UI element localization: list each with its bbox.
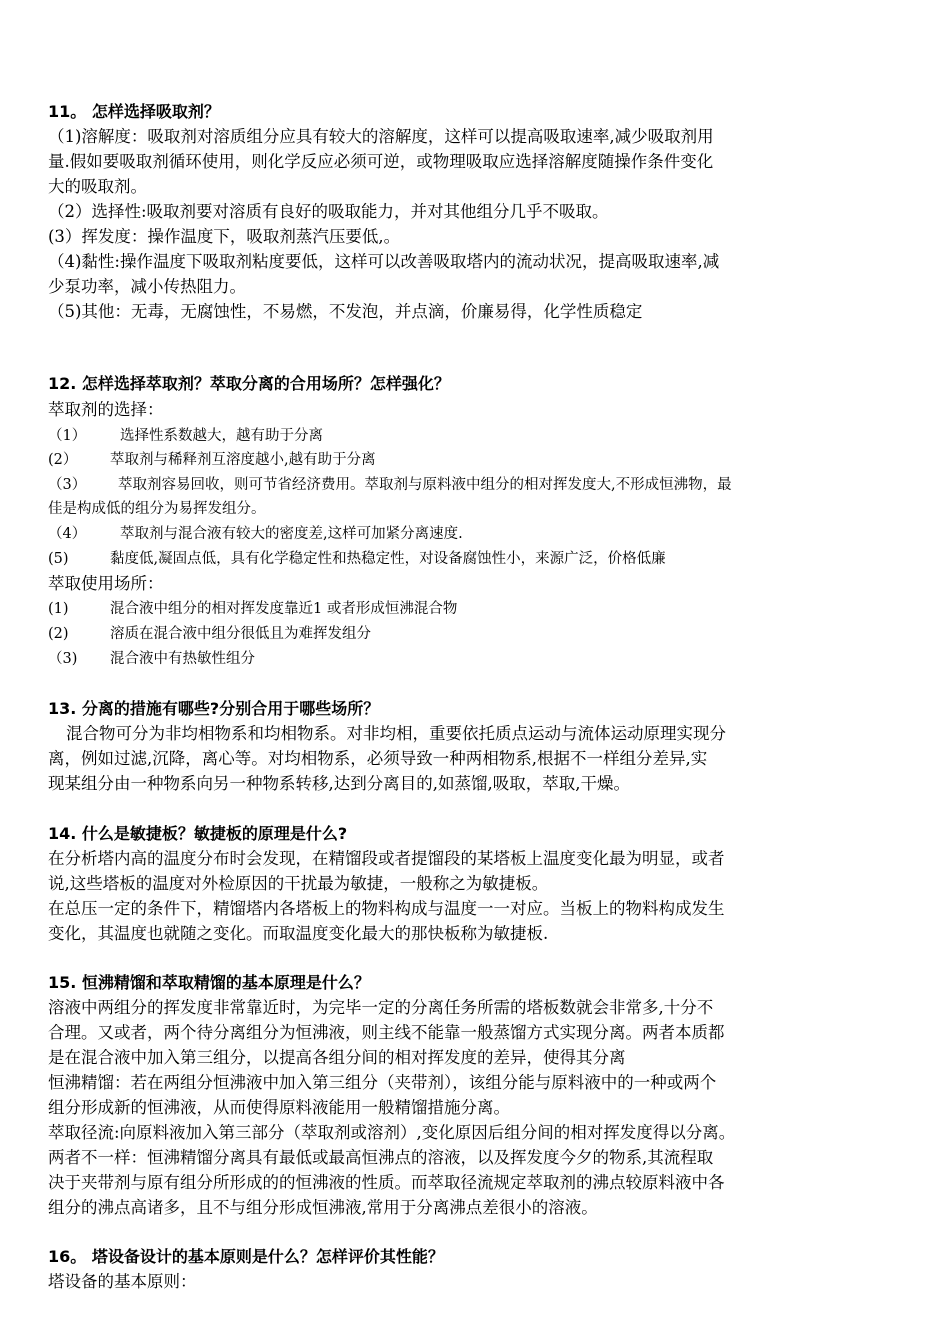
item-text: 萃取剂与混合液有较大的密度差,这样可加紧分离速度. [120,526,463,542]
section-12-heading: 12. 怎样选择萃取剂？萃取分离的合用场所？怎样强化？ [48,374,450,393]
section-12-choice-item [48,424,323,448]
section-11-heading: 11。 怎样选择吸取剂？ [48,102,220,121]
section-12-intro: 萃取使用场所： [48,574,164,593]
section-13-line: 离，例如过滤,沉降，离心等。对均相物系，必须导致一种两相物系,根据不一样组分差异,实 [48,749,708,768]
item-number: (2) [48,626,69,642]
item-number: （3） [48,477,87,493]
item-text: 黏度低,凝固点低，具有化学稳定性和热稳定性，对设备腐蚀性小，来源广泛，价格低廉 [110,551,666,567]
item-number: （4） [48,526,87,542]
section-11-line: （1)溶解度：吸取剂对溶质组分应具有较大的溶解度，这样可以提高吸取速率,减少吸取剂用 [48,127,714,146]
section-15-line: 组分的沸点高诸多，且不与组分形成恒沸液,常用于分离沸点差很小的溶液。 [48,1198,598,1217]
section-13-line: 现某组分由一种物系向另一种物系转移,达到分离目的,如蒸馏,吸取，萃取,干燥。 [48,774,630,793]
section-11-line: （4)黏性:操作温度下吸取剂粘度要低，这样可以改善吸取塔内的流动状况，提高吸取速率,减 [48,252,720,271]
section-11-line: 大的吸取剂。 [48,177,147,196]
section-15-line: 是在混合液中加入第三组分，以提高各组分间的相对挥发度的差异，使得其分离 [48,1048,626,1067]
section-12-use-item [48,647,255,671]
section-13-line: 混合物可分为非均相物系和均相物系。对非均相，重要依托质点运动与流体运动原理实现分 [66,724,726,743]
section-15-line: 溶液中两组分的挥发度非常靠近时，为完毕一定的分离任务所需的塔板数就会非常多,十分不 [48,998,714,1017]
item-text: 混合液中有热敏性组分 [110,651,255,667]
section-12-choice-item [48,522,463,546]
section-14-heading: 14. 什么是敏捷板？敏捷板的原理是什么? [48,824,348,843]
section-11-line: 量.假如要吸取剂循环使用，则化学反应必须可逆，或物理吸取应选择溶解度随操作条件变化 [48,152,714,171]
section-11-line: （2）选择性:吸取剂要对溶质有良好的吸取能力，并对其他组分几乎不吸取。 [48,202,609,221]
item-text: 混合液中组分的相对挥发度靠近1 或者形成恒沸混合物 [110,601,458,617]
item-text: 佳是构成低的组分为易挥发组分。 [48,501,266,517]
section-16-line: 塔设备的基本原则： [48,1272,197,1291]
section-13-heading: 13. 分离的措施有哪些?分别合用于哪些场所？ [48,699,380,718]
section-15-line: 恒沸精馏：若在两组分恒沸液中加入第三组分（夹带剂），该组分能与原料液中的一种或两个 [48,1073,717,1092]
item-number: (1) [48,601,69,617]
item-text: 萃取剂容易回收，则可节省经济费用。萃取剂与原料液中组分的相对挥发度大,不形成恒沸物，最 [118,477,732,493]
section-11-line: 少泵功率，减小传热阻力。 [48,277,246,296]
section-15-line: 决于夹带剂与原有组分所形成的的恒沸液的性质。而萃取径流规定萃取剂的沸点较原料液中各 [48,1173,725,1192]
section-15-line: 合理。又或者，两个待分离组分为恒沸液，则主线不能靠一般蒸馏方式实现分离。两者本质都 [48,1023,725,1042]
section-12-choice-item [48,448,376,472]
section-14-line: 变化，其温度也就随之变化。而取温度变化最大的那快板称为敏捷板. [48,924,549,943]
item-number: （1） [48,428,87,444]
section-14-line: 说,这些塔板的温度对外检原因的干扰最为敏捷，一般称之为敏捷板。 [48,874,549,893]
item-text: 选择性系数越大，越有助于分离 [120,428,323,444]
section-12-choice-item [48,473,732,497]
section-12-choice-item [48,547,666,571]
item-number: （3) [48,651,78,667]
section-15-heading: 15. 恒沸精馏和萃取精馏的基本原理是什么？ [48,973,370,992]
section-12-intro: 萃取剂的选择： [48,400,164,419]
section-14-line: 在分析塔内高的温度分布时会发现，在精馏段或者提馏段的某塔板上温度变化最为明显，或者 [48,849,725,868]
section-12-use-item [48,597,457,621]
item-number: (2） [48,452,78,468]
section-14-line: 在总压一定的条件下，精馏塔内各塔板上的物料构成与温度一一对应。当板上的物料构成发生 [48,899,725,918]
section-15-line: 组分形成新的恒沸液，从而使得原料液能用一般精馏措施分离。 [48,1098,510,1117]
item-text: 溶质在混合液中组分很低且为难挥发组分 [110,626,371,642]
section-11-line: (3）挥发度：操作温度下，吸取剂蒸汽压要低,。 [48,227,401,246]
section-11-line: （5)其他：无毒，无腐蚀性，不易燃，不发泡，并点滴，价廉易得，化学性质稳定 [48,302,643,321]
section-16-heading: 16。 塔设备设计的基本原则是什么？怎样评价其性能？ [48,1247,444,1266]
item-number: (5) [48,551,69,567]
section-15-line: 萃取径流:向原料液加入第三部分（萃取剂或溶剂）,变化原因后组分间的相对挥发度得以分离。 [48,1123,736,1142]
section-15-line: 两者不一样：恒沸精馏分离具有最低或最高恒沸点的溶液，以及挥发度今夕的物系,其流程取 [48,1148,714,1167]
section-12-use-item [48,622,371,646]
item-text: 萃取剂与稀释剂互溶度越小,越有助于分离 [110,452,376,468]
section-12-choice-item [48,497,266,521]
